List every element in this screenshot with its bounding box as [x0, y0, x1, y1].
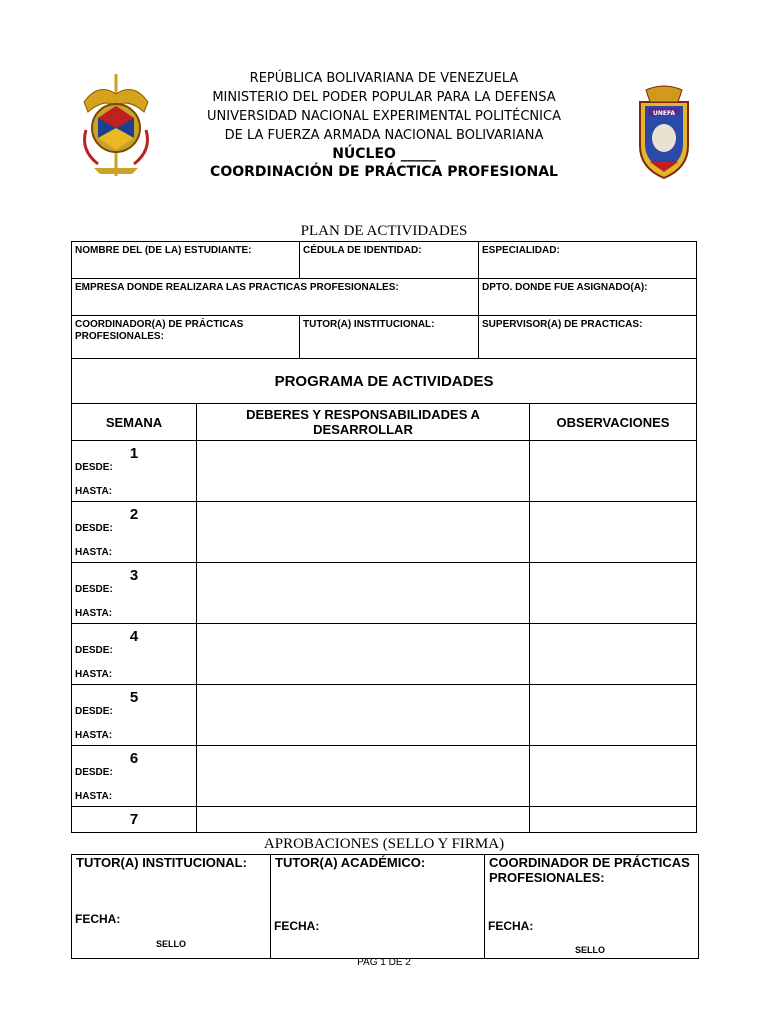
id-card-field[interactable]: CÉDULA DE IDENTIDAD:	[300, 242, 479, 279]
approval-coordinator[interactable]	[485, 855, 699, 959]
department-field[interactable]: DPTO. DONDE FUE ASIGNADO(A):	[479, 279, 697, 316]
week-column-header: SEMANA	[72, 404, 197, 441]
observations-column-header: OBSERVACIONES	[530, 404, 697, 441]
week-cell	[72, 685, 197, 746]
fecha-label: FECHA:	[274, 919, 320, 933]
coordinator-field[interactable]: COORDINADOR(A) DE PRÁCTICAS PROFESIONALES:	[72, 316, 300, 359]
table-row	[72, 807, 697, 833]
week-cell	[72, 563, 197, 624]
hasta-label: HASTA:	[75, 730, 113, 741]
hasta-label: HASTA:	[75, 486, 113, 497]
fecha-label: FECHA:	[488, 919, 534, 933]
institutional-tutor-field[interactable]: TUTOR(A) INSTITUCIONAL:	[300, 316, 479, 359]
observations-cell[interactable]	[530, 624, 697, 685]
table-row	[72, 624, 697, 685]
duties-cell[interactable]	[197, 563, 530, 624]
hasta-label: HASTA:	[75, 791, 113, 802]
approvals-table	[71, 854, 699, 959]
hasta-label: HASTA:	[75, 608, 113, 619]
table-row	[72, 685, 697, 746]
approvals-title: APROBACIONES (SELLO Y FIRMA)	[263, 836, 505, 852]
table-row	[72, 563, 697, 624]
header-nucleo: NÚCLEO _____	[332, 146, 436, 162]
week-number: 6	[129, 750, 139, 767]
sello-label: SELLO	[156, 939, 187, 949]
student-name-field[interactable]: NOMBRE DEL (DE LA) ESTUDIANTE:	[72, 242, 300, 279]
plan-title: PLAN DE ACTIVIDADES	[300, 223, 468, 239]
hasta-label: HASTA:	[75, 669, 113, 680]
week-cell	[72, 441, 197, 502]
fecha-label: FECHA:	[75, 912, 121, 926]
approval-institutional-tutor[interactable]	[72, 855, 271, 959]
week-cell	[72, 624, 197, 685]
sello-label: SELLO	[575, 945, 606, 955]
duties-cell[interactable]	[197, 746, 530, 807]
week-number: 4	[129, 628, 139, 645]
desde-label: DESDE:	[75, 462, 113, 473]
week-number: 2	[129, 506, 139, 523]
header-line-republica: REPÚBLICA BOLIVARIANA DE VENEZUELA	[249, 71, 519, 86]
table-row	[72, 502, 697, 563]
header-line-fuerza-armada: DE LA FUERZA ARMADA NACIONAL BOLIVARIANA	[224, 128, 544, 143]
desde-label: DESDE:	[75, 645, 113, 656]
desde-label: DESDE:	[75, 584, 113, 595]
approval-label: TUTOR(A) ACADÉMICO:	[275, 855, 426, 870]
approval-label: COORDINADOR DE PRÁCTICAS PROFESIONALES:	[489, 855, 690, 885]
header-coordinacion: COORDINACIÓN DE PRÁCTICA PROFESIONAL	[210, 164, 558, 180]
observations-cell[interactable]	[530, 807, 697, 833]
week-number: 3	[129, 567, 139, 584]
header-line-universidad: UNIVERSIDAD NACIONAL EXPERIMENTAL POLITÉCNICA	[207, 109, 561, 124]
plan-table	[71, 241, 697, 833]
observations-cell[interactable]	[530, 563, 697, 624]
observations-cell[interactable]	[530, 685, 697, 746]
duties-cell[interactable]	[197, 807, 530, 833]
duties-cell[interactable]	[197, 624, 530, 685]
desde-label: DESDE:	[75, 706, 113, 717]
header-line-ministerio: MINISTERIO DEL PODER POPULAR PARA LA DEFENSA	[212, 90, 556, 105]
observations-cell[interactable]	[530, 441, 697, 502]
week-number: 5	[129, 689, 139, 706]
supervisor-field[interactable]: SUPERVISOR(A) DE PRACTICAS:	[479, 316, 697, 359]
week-number: 1	[129, 445, 139, 462]
week-cell	[72, 502, 197, 563]
page-number: PAG 1 DE 2	[357, 957, 411, 968]
desde-label: DESDE:	[75, 767, 113, 778]
table-row	[72, 441, 697, 502]
week-cell	[72, 746, 197, 807]
program-title: PROGRAMA DE ACTIVIDADES	[72, 359, 697, 404]
approval-academic-tutor[interactable]	[271, 855, 485, 959]
table-row	[72, 746, 697, 807]
specialty-field[interactable]: ESPECIALIDAD:	[479, 242, 697, 279]
week-cell	[72, 807, 197, 833]
observations-cell[interactable]	[530, 746, 697, 807]
company-field[interactable]: EMPRESA DONDE REALIZARA LAS PRACTICAS PROFESIONALES:	[72, 279, 479, 316]
week-number: 7	[129, 811, 139, 828]
duties-column-header: DEBERES Y RESPONSABILIDADES A DESARROLLAR	[197, 404, 530, 441]
desde-label: DESDE:	[75, 523, 113, 534]
approval-label: TUTOR(A) INSTITUCIONAL:	[76, 855, 247, 870]
duties-cell[interactable]	[197, 441, 530, 502]
unefa-logo-text: UNEFA	[652, 110, 676, 117]
observations-cell[interactable]	[530, 502, 697, 563]
duties-cell[interactable]	[197, 502, 530, 563]
duties-cell[interactable]	[197, 685, 530, 746]
hasta-label: HASTA:	[75, 547, 113, 558]
